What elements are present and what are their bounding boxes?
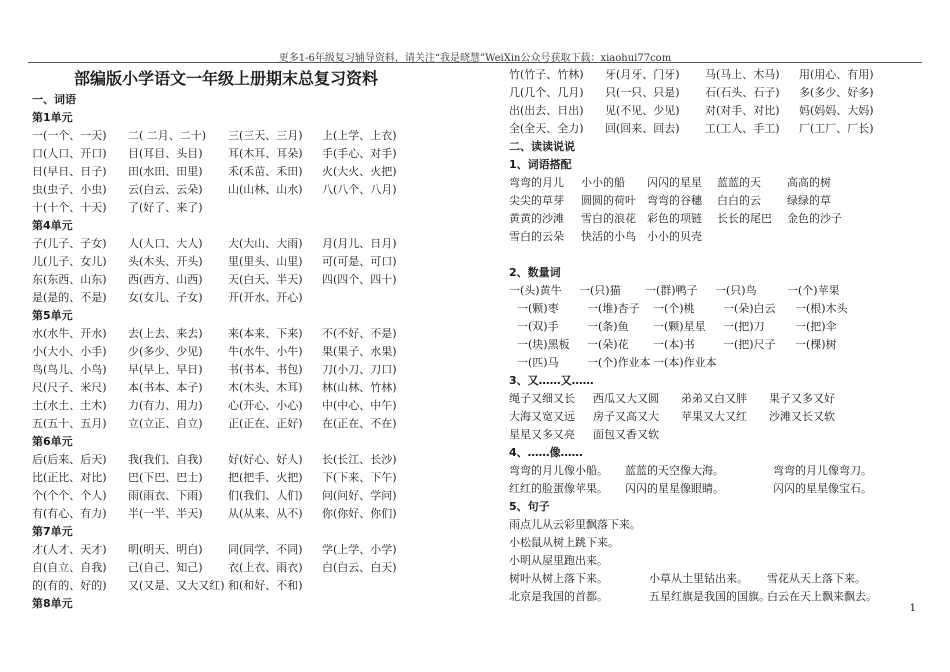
vocab-entry: 竹(竹子、竹林) (509, 68, 584, 81)
sentence: 小明从屋里跑出来。 (509, 554, 608, 567)
section-heading-read-and-say: 二、读读说说 (509, 140, 575, 153)
simile-row (509, 462, 929, 480)
vocab-entry: 工(工人、手工) (705, 122, 780, 135)
measure-row (509, 300, 929, 318)
vocab-entry: 我(我们、自我) (128, 453, 203, 466)
phrase-row (509, 174, 929, 192)
vocab-entry: 五(五十、五月) (32, 417, 107, 430)
measure-phrase: 一(个)苹果 (787, 284, 840, 297)
you-you-phrase: 沙滩又长又软 (769, 410, 835, 423)
vocab-entry: 云(白云、云朵) (128, 183, 203, 196)
sentence: 树叶从树上落下来。 (509, 572, 608, 585)
vocab-entry: 虫(虫子、小虫) (32, 183, 107, 196)
vocab-entry: 开(开水、开心) (228, 291, 303, 304)
vocab-entry: 巴(下巴、巴士) (128, 471, 203, 484)
vocab-entry: 八(八个、八月) (322, 183, 397, 196)
vocab-entry: 厂(工厂、厂长) (799, 122, 874, 135)
vocab-entry: 十(十个、十天) (32, 201, 107, 214)
vocab-entry: 头(木头、开头) (128, 255, 203, 268)
phrase: 蓝蓝的天 (717, 176, 761, 189)
vocab-row (32, 181, 472, 199)
you-you-phrase: 西瓜又大又圆 (593, 392, 659, 405)
vocab-entry: 只(一只、只是) (605, 86, 680, 99)
subheading-you-you: 3、又……又…… (509, 374, 594, 387)
vocab-row (32, 289, 472, 307)
vocab-entry: 火(大火、火把) (322, 165, 397, 178)
vocab-entry: 见(不见、少见) (605, 104, 680, 117)
vocab-row (32, 145, 472, 163)
vocab-entry: 可(可是、可口) (322, 255, 397, 268)
vocab-row (32, 541, 472, 559)
vocab-entry: 后(后来、后天) (32, 453, 107, 466)
you-you-row (509, 390, 929, 408)
phrase: 黄黄的沙滩 (509, 212, 564, 225)
simile-sentence: 弯弯的月儿像小船。 (509, 464, 608, 477)
xiang-block (509, 462, 929, 498)
vocab-entry: 天(白天、半天) (228, 273, 303, 286)
vocab-entry: 一(一个、一天) (32, 129, 107, 142)
measure-phrase: 一(棵)树 (795, 338, 837, 351)
vocab-entry: 禾(禾苗、禾田) (228, 165, 303, 178)
vocab-entry: 早(早上、早日) (128, 363, 203, 376)
you-you-phrase: 果子又多又好 (769, 392, 835, 405)
sentence-row (509, 588, 929, 606)
vocab-entry: 己(自己、知己) (128, 561, 203, 574)
simile-sentence: 红红的脸蛋像苹果。 (509, 482, 608, 495)
measure-phrase: 一(把)刀 (723, 320, 765, 333)
vocab-entry: 儿(儿子、女儿) (32, 255, 107, 268)
vocab-row (32, 325, 472, 343)
word-pairs-block (509, 174, 929, 246)
vocab-entry: 好(好心、好人) (228, 453, 303, 466)
vocab-row (32, 271, 472, 289)
vocab-entry: 半(一半、半天) (128, 507, 203, 520)
vocab-entry: 鸟(鸟儿、小鸟) (32, 363, 107, 376)
vocab-row (32, 199, 472, 217)
unit-heading: 第6单元 (32, 435, 73, 448)
phrase: 彩色的项链 (647, 212, 702, 225)
simile-sentence: 弯弯的月儿像弯刀。 (773, 464, 872, 477)
document-title: 部编版小学语文一年级上册期末总复习资料 (74, 69, 379, 88)
vocab-row (509, 102, 929, 120)
vocab-entry: 明(明天、明白) (128, 543, 203, 556)
vocab-entry: 木(木头、木耳) (228, 381, 303, 394)
vocab-entry: 学(上学、小学) (322, 543, 397, 556)
vocab-entry: 妈(妈妈、大妈) (799, 104, 874, 117)
sentence: 白云在天上飘来飘去。 (767, 590, 877, 603)
you-you-phrase: 星星又多又亮 (509, 428, 575, 441)
vocab-entry: 长(长江、长沙) (322, 453, 397, 466)
measure-phrase: 一(根)木头 (795, 302, 848, 315)
vocab-entry: 个(个个、个人) (32, 489, 107, 502)
vocab-entry: 多(多少、好多) (799, 86, 874, 99)
measure-phrase: 一(只)猫 (579, 284, 621, 297)
vocab-entry: 问(问好、学问) (322, 489, 397, 502)
right-column (509, 66, 929, 606)
vocab-entry: 女(女儿、子女) (128, 291, 203, 304)
vocab-entry: 衣(上衣、雨衣) (228, 561, 303, 574)
section-heading-vocabulary: 一、词语 (32, 93, 76, 106)
vocab-entry: 心(开心、小心) (228, 399, 303, 412)
vocab-row (32, 253, 472, 271)
you-you-phrase: 弟弟又白又胖 (681, 392, 747, 405)
you-you-phrase: 房子又高又大 (593, 410, 659, 423)
vocab-entry: 耳(木耳、耳朵) (228, 147, 303, 160)
you-you-row (509, 408, 929, 426)
vocab-row (32, 379, 472, 397)
measure-phrase: 一(颗)枣 (517, 302, 559, 315)
phrase: 小小的贝壳 (647, 230, 702, 243)
phrase: 快活的小鸟 (581, 230, 636, 243)
vocab-entry: 立(立正、自立) (128, 417, 203, 430)
phrase: 尖尖的草芽 (509, 194, 564, 207)
vocab-entry: 们(我们、人们) (228, 489, 303, 502)
vocab-row (32, 451, 472, 469)
vocab-entry: 来(本来、下来) (228, 327, 303, 340)
vocab-entry: 几(几个、几月) (509, 86, 584, 99)
vocab-entry: 中(中心、中午) (322, 399, 397, 412)
vocab-entry: 白(白云、白天) (322, 561, 397, 574)
vocab-entry: 和(和好、不和) (228, 579, 303, 592)
you-you-phrase: 大海又宽又远 (509, 410, 575, 423)
vocab-entry: 月(月儿、日月) (322, 237, 397, 250)
vocab-entry: 在(正在、不在) (322, 417, 397, 430)
vocab-entry: 果(果子、水果) (322, 345, 397, 358)
vocab-entry: 林(山林、竹林) (322, 381, 397, 394)
vocab-row (32, 397, 472, 415)
unit-heading: 第7单元 (32, 525, 73, 538)
measure-phrase: 一(个)作业本 (587, 356, 651, 369)
vocab-entry: 子(儿子、子女) (32, 237, 107, 250)
measure-phrase: 一(只)鸟 (715, 284, 757, 297)
vocab-entry: 有(有心、有力) (32, 507, 107, 520)
subheading-word-pairs: 1、词语搭配 (509, 158, 572, 171)
vocab-entry: 把(把手、火把) (228, 471, 303, 484)
sentence: 小松鼠从树上跳下来。 (509, 536, 619, 549)
phrase: 绿绿的草 (787, 194, 831, 207)
sentence-row (509, 552, 929, 570)
vocab-entry: 自(自立、自我) (32, 561, 107, 574)
vocab-row (32, 415, 472, 433)
you-you-phrase: 苹果又大又红 (681, 410, 747, 423)
simile-row (509, 480, 929, 498)
vocab-row (32, 505, 472, 523)
sentence: 北京是我国的首都。 (509, 590, 608, 603)
subheading-xiang: 4、……像…… (509, 446, 583, 459)
vocab-entry: 比(正比、对比) (32, 471, 107, 484)
unit-heading: 第5单元 (32, 309, 73, 322)
sentence: 雪花从天上落下来。 (767, 572, 866, 585)
measure-phrase: 一(把)尺子 (723, 338, 776, 351)
vocab-entry: 二( 二月、二十) (128, 129, 207, 142)
vocab-entry: 山(山林、山水) (228, 183, 303, 196)
you-you-phrase: 绳子又细又长 (509, 392, 575, 405)
vocab-entry: 雨(雨衣、下雨) (128, 489, 203, 502)
measure-words-block (509, 282, 929, 372)
measure-phrase: 一(堆)杏子 (587, 302, 640, 315)
vocab-entry: 去(上去、来去) (128, 327, 203, 340)
vocab-entry: 正(正在、正好) (228, 417, 303, 430)
vocab-entry: 才(人才、天才) (32, 543, 107, 556)
vocab-entry: 口(人口、开口) (32, 147, 107, 160)
phrase: 高高的树 (787, 176, 831, 189)
phrase: 闪闪的星星 (647, 176, 702, 189)
vocabulary-units-continued (509, 66, 929, 138)
measure-phrase: 一(朵)白云 (723, 302, 776, 315)
phrase: 金色的沙子 (787, 212, 842, 225)
vocab-entry: 出(出去、日出) (509, 104, 584, 117)
vocab-row (32, 127, 472, 145)
unit-heading: 第1单元 (32, 111, 73, 124)
you-you-phrase: 面包又香又软 (593, 428, 659, 441)
vocab-entry: 手(手心、对手) (322, 147, 397, 160)
vocab-row (32, 559, 472, 577)
sentence: 雨点儿从云彩里飘落下来。 (509, 518, 641, 531)
phrase-row (509, 210, 929, 228)
measure-row (509, 336, 929, 354)
vocab-entry: 对(对手、对比) (705, 104, 780, 117)
phrase-row (509, 228, 929, 246)
vocab-entry: 目(耳目、头目) (128, 147, 203, 160)
vocab-row (32, 577, 472, 595)
simile-sentence: 蓝蓝的天空像大海。 (625, 464, 724, 477)
measure-phrase: 一(个)桃 (653, 302, 695, 315)
measure-phrase: 一(群)鸭子 (645, 284, 698, 297)
vocab-entry: 你(你好、你们) (322, 507, 397, 520)
vocab-entry: 又(又是、又大又红) (128, 579, 225, 592)
phrase-row (509, 192, 929, 210)
sentence-row (509, 534, 929, 552)
vocab-entry: 日(早日、日子) (32, 165, 107, 178)
measure-phrase: 一(本)书 (653, 338, 695, 351)
vocab-entry: 牙(月牙、门牙) (605, 68, 680, 81)
measure-row (509, 282, 929, 300)
you-you-block (509, 390, 929, 444)
unit-heading: 第8单元 (32, 597, 73, 610)
vocab-entry: 马(马上、木马) (705, 68, 780, 81)
simile-sentence: 闪闪的星星像眼睛。 (625, 482, 724, 495)
vocab-entry: 下(下来、下午) (322, 471, 397, 484)
vocab-entry: 从(从来、从不) (228, 507, 303, 520)
vocab-entry: 西(西方、山西) (128, 273, 203, 286)
measure-phrase: 一(条)鱼 (587, 320, 629, 333)
vocab-entry: 力(有力、用力) (128, 399, 203, 412)
vocab-entry: 同(同学、不同) (228, 543, 303, 556)
header-divider (28, 62, 922, 63)
vocab-entry: 田(水田、田里) (128, 165, 203, 178)
vocab-row (509, 84, 929, 102)
simile-sentence: 闪闪的星星像宝石。 (773, 482, 872, 495)
phrase: 弯弯的谷穗 (647, 194, 702, 207)
vocab-entry: 东(东西、山东) (32, 273, 107, 286)
unit-heading: 第4单元 (32, 219, 73, 232)
vocab-row (32, 487, 472, 505)
vocab-entry: 四(四个、四十) (322, 273, 397, 286)
vocab-entry: 三(三天、三月) (228, 129, 303, 142)
vocab-entry: 土(水土、土木) (32, 399, 107, 412)
left-column (32, 66, 472, 613)
vocab-entry: 大(大山、大雨) (228, 237, 303, 250)
vocab-entry: 里(里头、山里) (228, 255, 303, 268)
vocab-entry: 少(多少、少见) (128, 345, 203, 358)
phrase: 长长的尾巴 (717, 212, 772, 225)
measure-phrase: 一(朵)花 (587, 338, 629, 351)
you-you-row (509, 426, 929, 444)
vocab-entry: 的(有的、好的) (32, 579, 107, 592)
vocabulary-units (32, 109, 472, 613)
vocab-entry: 刀(小刀、刀口) (322, 363, 397, 376)
vocab-entry: 用(用心、有用) (799, 68, 874, 81)
page-number: 1 (909, 603, 916, 614)
vocab-row (509, 66, 929, 84)
vocab-entry: 小(大小、小手) (32, 345, 107, 358)
page-header: 更多1-6年级复习辅导资料，请关注“我是晓慧”WeiXin公众号获取下载：xiaohui77com (278, 53, 672, 64)
measure-row (509, 318, 929, 336)
measure-row (509, 354, 929, 372)
vocab-entry: 本(书本、本子) (128, 381, 203, 394)
measure-phrase: 一(把)伞 (795, 320, 837, 333)
phrase: 雪白的浪花 (581, 212, 636, 225)
vocab-row (32, 361, 472, 379)
phrase: 小小的船 (581, 176, 625, 189)
vocab-entry: 石(石头、石子) (705, 86, 780, 99)
vocab-entry: 是(是的、不是) (32, 291, 107, 304)
measure-phrase: 一(本)作业本 (653, 356, 717, 369)
vocab-row (509, 120, 929, 138)
measure-phrase: 一(颗)星星 (653, 320, 706, 333)
vocab-row (32, 235, 472, 253)
vocab-entry: 人(人口、大人) (128, 237, 203, 250)
vocab-row (32, 163, 472, 181)
phrase: 圆圆的荷叶 (581, 194, 636, 207)
subheading-sentences: 5、句子 (509, 500, 550, 513)
measure-phrase: 一(双)手 (517, 320, 559, 333)
phrase: 白白的云 (717, 194, 761, 207)
phrase: 雪白的云朵 (509, 230, 564, 243)
subheading-measure-words: 2、数量词 (509, 266, 561, 279)
vocab-entry: 回(回来、回去) (605, 122, 680, 135)
sentence: 五星红旗是我国的国旗。 (649, 590, 770, 603)
vocab-entry: 全(全天、全力) (509, 122, 584, 135)
sentence-row (509, 570, 929, 588)
vocab-row (32, 343, 472, 361)
vocab-entry: 不(不好、不是) (322, 327, 397, 340)
vocab-entry: 牛(水牛、小牛) (228, 345, 303, 358)
vocab-row (32, 469, 472, 487)
sentence: 小草从土里钻出来。 (649, 572, 748, 585)
vocab-entry: 了(好了、来了) (128, 201, 203, 214)
measure-phrase: 一(匹)马 (517, 356, 559, 369)
measure-phrase: 一(块)黑板 (517, 338, 570, 351)
vocab-entry: 尺(尺子、米尺) (32, 381, 107, 394)
sentence-row (509, 516, 929, 534)
phrase: 弯弯的月儿 (509, 176, 564, 189)
vocab-entry: 书(书本、书包) (228, 363, 303, 376)
vocab-entry: 上(上学、上衣) (322, 129, 397, 142)
vocab-entry: 水(水牛、开水) (32, 327, 107, 340)
sentences-block (509, 516, 929, 606)
measure-phrase: 一(头)黄牛 (509, 284, 562, 297)
